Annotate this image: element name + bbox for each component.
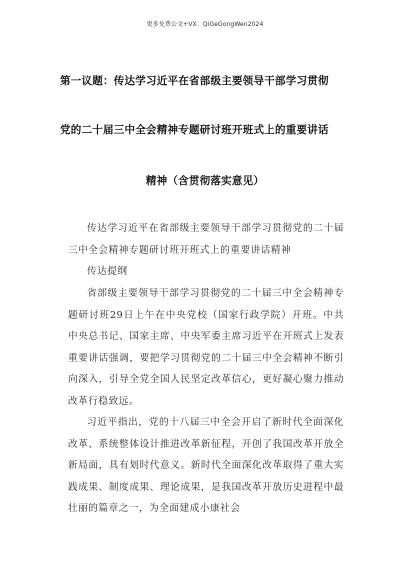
document-title-line-3: 精神（含贯彻落实意见）	[145, 175, 265, 187]
document-title-line-1: 第一议题：传达学习近平在省部级主要领导干部学习贯彻	[60, 75, 329, 87]
section-heading: 传达提纲	[87, 266, 128, 277]
body-paragraph-2: 习近平指出，党的十八届三中全会开启了新时代全面深化改革、系统整体设计推进改革新征程，开创了我国改革开放全新局面，具有划时代意义。新时代全面深化改革取得了重大实践成果、制度成果、理论成果，是我国改革开放历史进程中最壮丽的篇章之一，为全面建成小康社会	[68, 417, 344, 515]
document-title-line-2: 党的二十届三中全会精神专题研讨班开班式上的重要讲话	[60, 124, 329, 136]
body-paragraph-1: 省部级主要领导干部学习贯彻党的二十届三中全会精神专题研讨班29日上午在中央党校（国家行政学院）开班。中共中央总书记、国家主席、中央军委主席习近平在开班式上发表重要讲话强调，要把学习贯彻党的二十届三中全会精神不断引向深入，引导全党全国人民坚定改革信心，更好凝心聚力推动改革行稳致远。	[68, 288, 344, 407]
header-note: 更多免费公文+VX：QiGeGongWen2024	[146, 21, 264, 28]
intro-paragraph: 传达学习近平在省部级主要领导干部学习贯彻党的二十届三中全会精神专题研讨班开班式上的重要讲话精神	[68, 223, 344, 256]
